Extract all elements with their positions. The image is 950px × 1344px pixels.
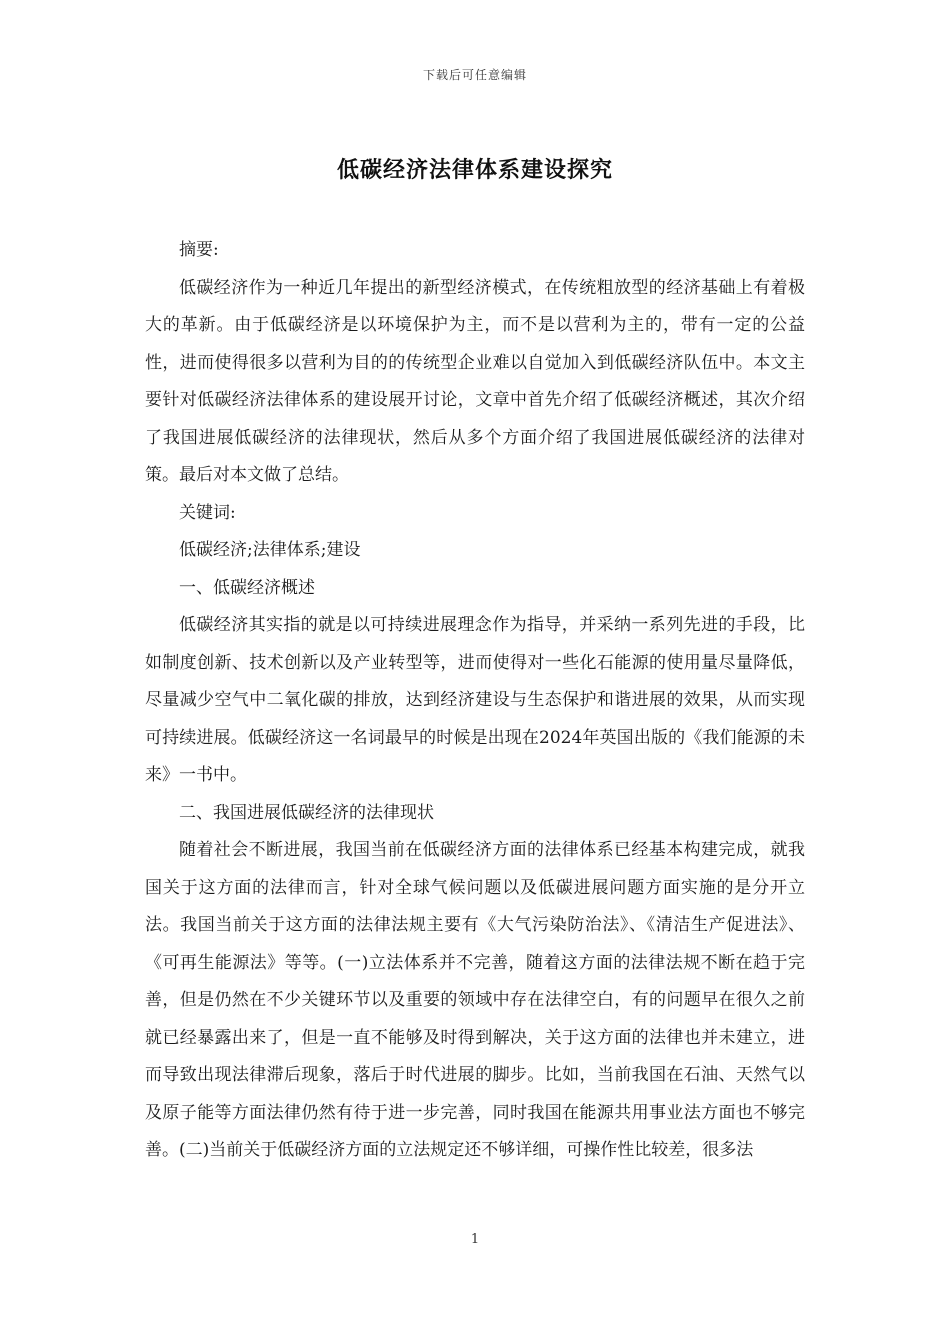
document-body bbox=[145, 232, 805, 1170]
section-1-paragraph: 低碳经济其实指的就是以可持续进展理念作为指导，并采纳一系列先进的手段，比如制度创新、技术创新以及产业转型等，进而使得对一些化石能源的使用量尽量降低，尽量减少空气中二氧化碳的排放，达到经济建设与生态保护和谐进展的效果，从而实现可持续进展。低碳经济这一名词最早的时候是出现在2024年英国出版的《我们能源的未来》一书中。 bbox=[145, 615, 805, 785]
section-heading-1: 一、低碳经济概述 bbox=[179, 577, 315, 598]
page-number: 1 bbox=[470, 1232, 480, 1247]
section-2-paragraph: 随着社会不断进展，我国当前在低碳经济方面的法律体系已经基本构建完成，就我国关于这方面的法律而言，针对全球气候问题以及低碳进展问题方面实施的是分开立法。我国当前关于这方面的法律法规主要有《大气污染防治法》、《清洁生产促进法》、《可再生能源法》等等。(一)立法体系并不完善，随着这方面的法律法规不断在趋于完善，但是仍然在不少关键环节以及重要的领域中存在法律空白，有的问题早在很久之前就已经暴露出来了，但是一直不能够及时得到解决，关于这方面的法律也并未建立，进而导致出现法律滞后现象，落后于时代进展的脚步。比如，当前我国在石油、天然气以及原子能等方面法律仍然有待于进一步完善，同时我国在能源共用事业法方面也不够完善。(二)当前关于低碳经济方面的立法规定还不够详细，可操作性比较差，很多法 bbox=[145, 840, 805, 1160]
keywords-heading: 关键词: bbox=[179, 502, 236, 523]
document-title: 低碳经济法律体系建设探究 bbox=[336, 157, 613, 183]
header-note: 下载后可任意编辑 bbox=[422, 68, 527, 82]
section-heading-2: 二、我国进展低碳经济的法律现状 bbox=[179, 802, 434, 823]
abstract-paragraph: 低碳经济作为一种近几年提出的新型经济模式，在传统粗放型的经济基础上有着极大的革新。由于低碳经济是以环境保护为主，而不是以营利为主的，带有一定的公益性，进而使得很多以营利为目的的传统型企业难以自觉加入到低碳经济队伍中。本文主要针对低碳经济法律体系的建设展开讨论，文章中首先介绍了低碳经济概述，其次介绍了我国进展低碳经济的法律现状，然后从多个方面介绍了我国进展低碳经济的法律对策。最后对本文做了总结。 bbox=[145, 277, 805, 485]
abstract-heading: 摘要: bbox=[179, 240, 219, 260]
keywords-list: 低碳经济;法律体系;建设 bbox=[179, 540, 361, 560]
